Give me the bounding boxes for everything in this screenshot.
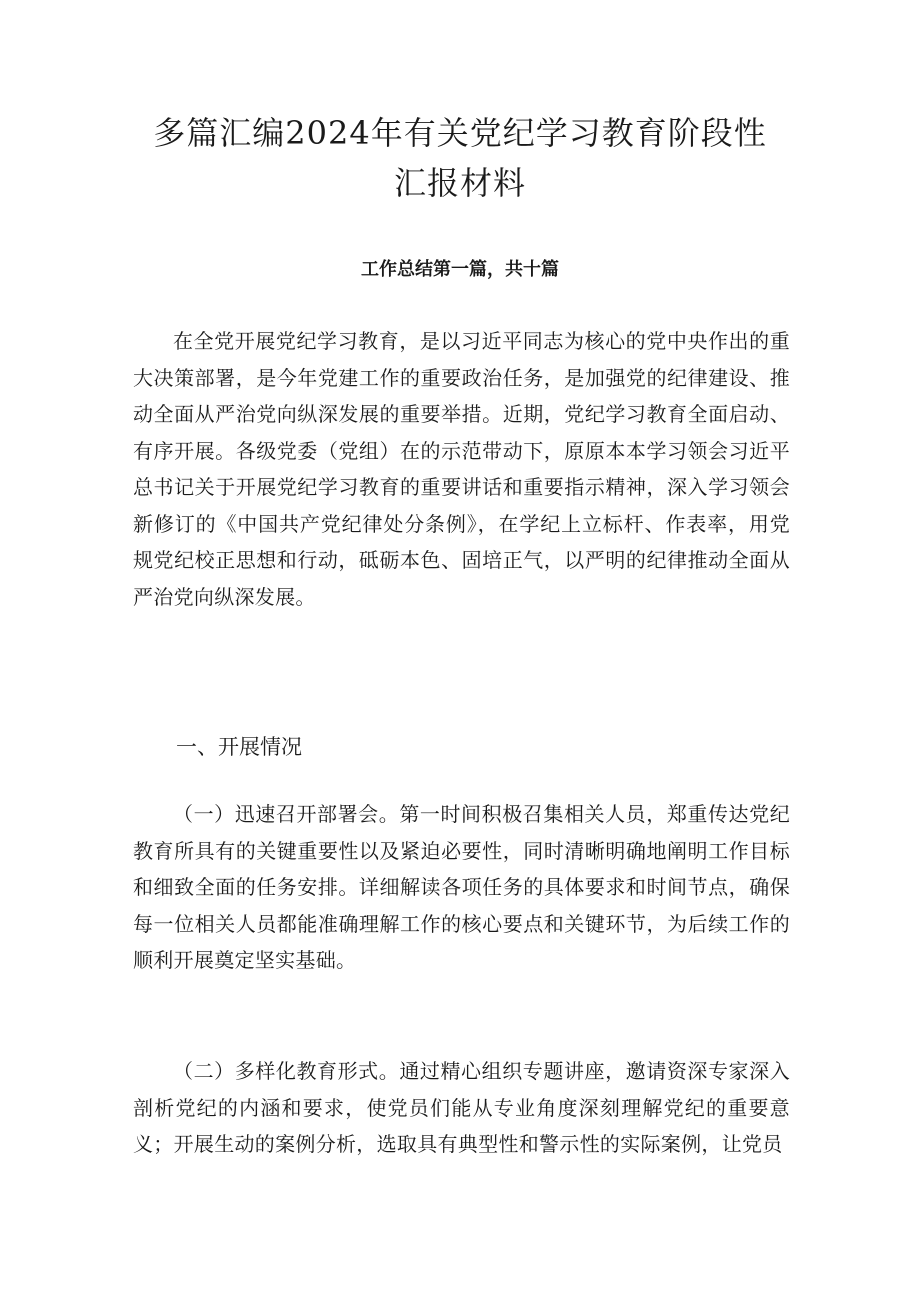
item-paragraph-2: （二）多样化教育形式。通过精心组织专题讲座，邀请资深专家深入剖析党纪的内涵和要求，使党员们能从专业角度深刻理解党纪的重要意义；开展生动的案例分析，选取具有典型性和警示性的实际案例，让党员 [133, 1059, 790, 1156]
title-line-2: 汇报材料 [393, 164, 526, 202]
document-title [130, 108, 790, 208]
item-paragraph-1: （一）迅速召开部署会。第一时间积极召集相关人员，郑重传达党纪教育所具有的关键重要性以及紧迫必要性，同时清晰明确地阐明工作目标和细致全面的任务安排。详细解读各项任务的具体要求和时间节点，确保每一位相关人员都能准确理解工作的核心要点和关键环节，为后续工作的顺利开展奠定坚实基础。 [133, 802, 790, 972]
section-heading-1: 一、开展情况 [176, 735, 302, 759]
intro-paragraph: 在全党开展党纪学习教育，是以习近平同志为核心的党中央作出的重大决策部署，是今年党建工作的重要政治任务，是加强党的纪律建设、推动全面从严治党向纵深发展的重要举措。近期，党纪学习教育全面启动、有序开展。各级党委（党组）在的示范带动下，原原本本学习领会习近平总书记关于开展党纪学习教育的重要讲话和重要指示精神，深入学习领会新修订的《中国共产党纪律处分条例》，在学纪上立标杆、作表率，用党规党纪校正思想和行动，砥砺本色、固培正气，以严明的纪律推动全面从严治党向纵深发展。 [133, 329, 790, 609]
document-subtitle: 工作总结第一篇，共十篇 [361, 259, 559, 280]
title-line-1: 多篇汇编2024年有关党纪学习教育阶段性 [153, 114, 767, 152]
